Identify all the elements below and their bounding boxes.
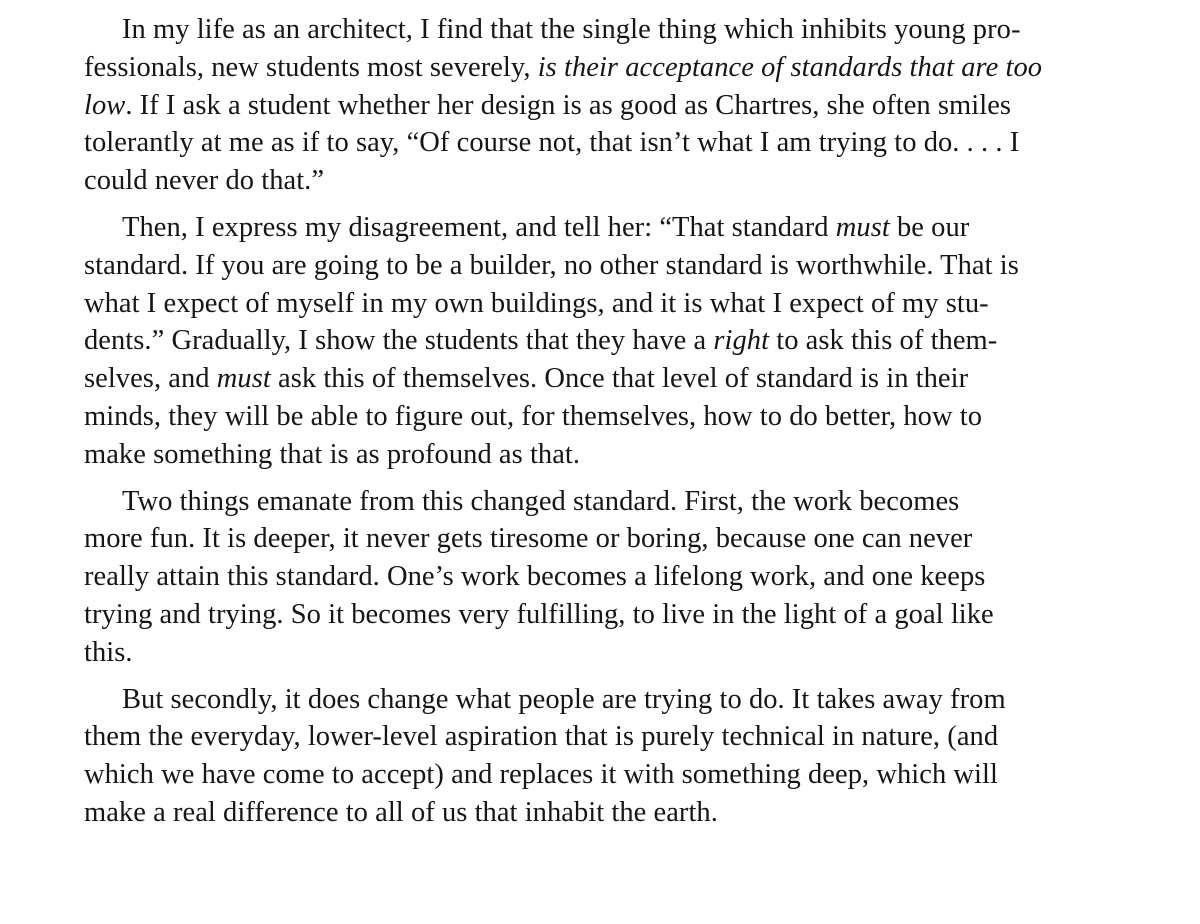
text-run: ask this of themselves. Once that level of standard is in their <box>270 363 969 395</box>
text-run: minds, they will be able to figure out, for themselves, how to do better, how to <box>84 400 983 432</box>
text-line <box>84 322 1144 360</box>
text-line <box>84 436 1144 474</box>
text-run: make something that is as profound as that. <box>84 438 581 470</box>
text-run: selves, and <box>84 363 217 395</box>
italic-text-run: must <box>835 211 890 243</box>
text-line <box>84 87 1144 125</box>
text-run: make a real difference to all of us that inhabit the earth. <box>84 796 718 828</box>
text-run: But secondly, it does change what people are trying to do. It takes away from <box>122 683 1006 715</box>
paragraph <box>84 483 1144 672</box>
text-run: fessionals, new students most severely, <box>84 51 538 83</box>
text-run: to ask this of them- <box>769 325 998 357</box>
text-run: which we have come to accept) and replaces it with something deep, which will <box>84 759 998 791</box>
text-run: dents.” Gradually, I show the students that they have a <box>84 325 714 357</box>
text-run: could never do that.” <box>84 165 325 197</box>
text-run: them the everyday, lower-level aspiration that is purely technical in nature, (and <box>84 721 999 753</box>
text-run: be our <box>889 211 970 243</box>
text-run: Then, I express my disagreement, and tell her: “That standard <box>122 211 836 243</box>
text-line <box>84 558 1144 596</box>
text-line <box>84 681 1144 719</box>
paragraph <box>84 681 1144 832</box>
text-line <box>84 398 1144 436</box>
text-run: really attain this standard. One’s work becomes a lifelong work, and one keeps <box>84 561 986 593</box>
text-line <box>84 520 1144 558</box>
text-run: tolerantly at me as if to say, “Of course not, that isn’t what I am trying to do. . . . I <box>84 127 1020 159</box>
paragraph <box>84 209 1144 474</box>
text-line <box>84 794 1144 832</box>
text-line <box>84 596 1144 634</box>
text-line <box>84 209 1144 247</box>
text-line <box>84 11 1144 49</box>
italic-text-run: low <box>84 89 126 121</box>
text-line <box>84 124 1144 162</box>
italic-text-run: must <box>216 363 271 395</box>
book-page-text <box>84 11 1144 832</box>
text-run: . If I ask a student whether her design is as good as Chartres, she often smiles <box>125 89 1012 121</box>
text-line <box>84 718 1144 756</box>
text-run: Two things emanate from this changed standard. First, the work becomes <box>122 485 960 517</box>
italic-text-run: right <box>713 325 770 357</box>
italic-text-run: is their acceptance of standards that are too <box>537 51 1043 83</box>
text-line <box>84 756 1144 794</box>
paragraph <box>84 11 1144 200</box>
text-run: trying and trying. So it becomes very fulfilling, to live in the light of a goal like <box>84 598 994 630</box>
text-run: In my life as an architect, I find that the single thing which inhibits young pro- <box>122 14 1021 45</box>
text-run: standard. If you are going to be a builder, no other standard is worthwhile. That is <box>84 249 1019 281</box>
text-run: more fun. It is deeper, it never gets tiresome or boring, because one can never <box>84 523 973 555</box>
text-line <box>84 162 1144 200</box>
text-line <box>84 285 1144 323</box>
text-line <box>84 49 1144 87</box>
text-line <box>84 360 1144 398</box>
text-run: what I expect of myself in my own buildings, and it is what I expect of my stu- <box>84 287 989 319</box>
text-line <box>84 483 1144 521</box>
text-line <box>84 247 1144 285</box>
text-line <box>84 634 1144 672</box>
text-run: this. <box>84 636 133 668</box>
